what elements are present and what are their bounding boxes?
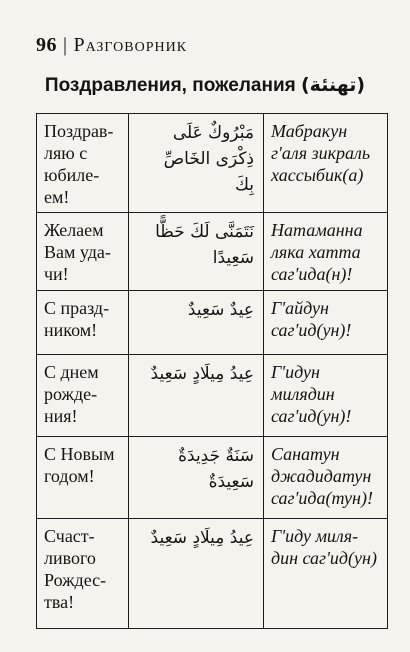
page-header xyxy=(36,34,187,57)
transliteration: Санатун джадидатун саг'ида(тун)! xyxy=(264,437,388,519)
transliteration: Г'иду миля- дин саг'ид(ун) xyxy=(264,519,388,629)
phrase-table xyxy=(36,113,388,629)
section-title: Разговорник xyxy=(73,34,188,56)
russian-phrase: Желаем Вам уда- чи! xyxy=(37,213,129,291)
russian-phrase: С Новым годом! xyxy=(37,437,129,519)
russian-phrase: Поздрав- ляю с юбиле- ем! xyxy=(37,114,129,213)
title-text: Поздравления, пожелания xyxy=(44,75,296,96)
title-arabic: (تهنئة) xyxy=(301,74,366,96)
arabic-phrase: مَبْرُوكٌ عَلَى ذِكْرَى الخَاصِّ بِكَ xyxy=(129,114,264,213)
arabic-phrase: عِيدُ مِيلَادٍ سَعِيدٌ xyxy=(129,355,264,437)
russian-phrase: С днем рожде- ния! xyxy=(37,355,129,437)
russian-phrase: Счаст- ливого Рождес- тва! xyxy=(37,519,129,629)
table-row xyxy=(37,355,388,437)
table-row xyxy=(37,519,388,629)
arabic-phrase: نَتَمَنَّى لَكَ حَظًّا سَعِيدًا xyxy=(129,213,264,291)
page-number: 96 xyxy=(36,34,57,56)
header-separator: | xyxy=(63,34,68,56)
arabic-phrase: سَنَةٌ جَدِيدَةٌ سَعِيدَةٌ xyxy=(129,437,264,519)
transliteration: Мабракун г'аля зикраль хассыбик(а) xyxy=(264,114,388,213)
russian-phrase: С празд- ником! xyxy=(37,291,129,355)
table-row xyxy=(37,213,388,291)
transliteration: Натаманна ляка хатта саг'ида(н)! xyxy=(264,213,388,291)
arabic-phrase: عِيدٌ سَعِيدٌ xyxy=(129,291,264,355)
arabic-phrase: عِيدُ مِيلَادٍ سَعِيدٌ xyxy=(129,519,264,629)
table-row xyxy=(37,291,388,355)
transliteration: Г'идун милядин саг'ид(ун)! xyxy=(264,355,388,437)
table-row xyxy=(37,437,388,519)
transliteration: Г'айдун саг'ид(ун)! xyxy=(264,291,388,355)
page-title xyxy=(0,74,410,97)
table-row xyxy=(37,114,388,213)
